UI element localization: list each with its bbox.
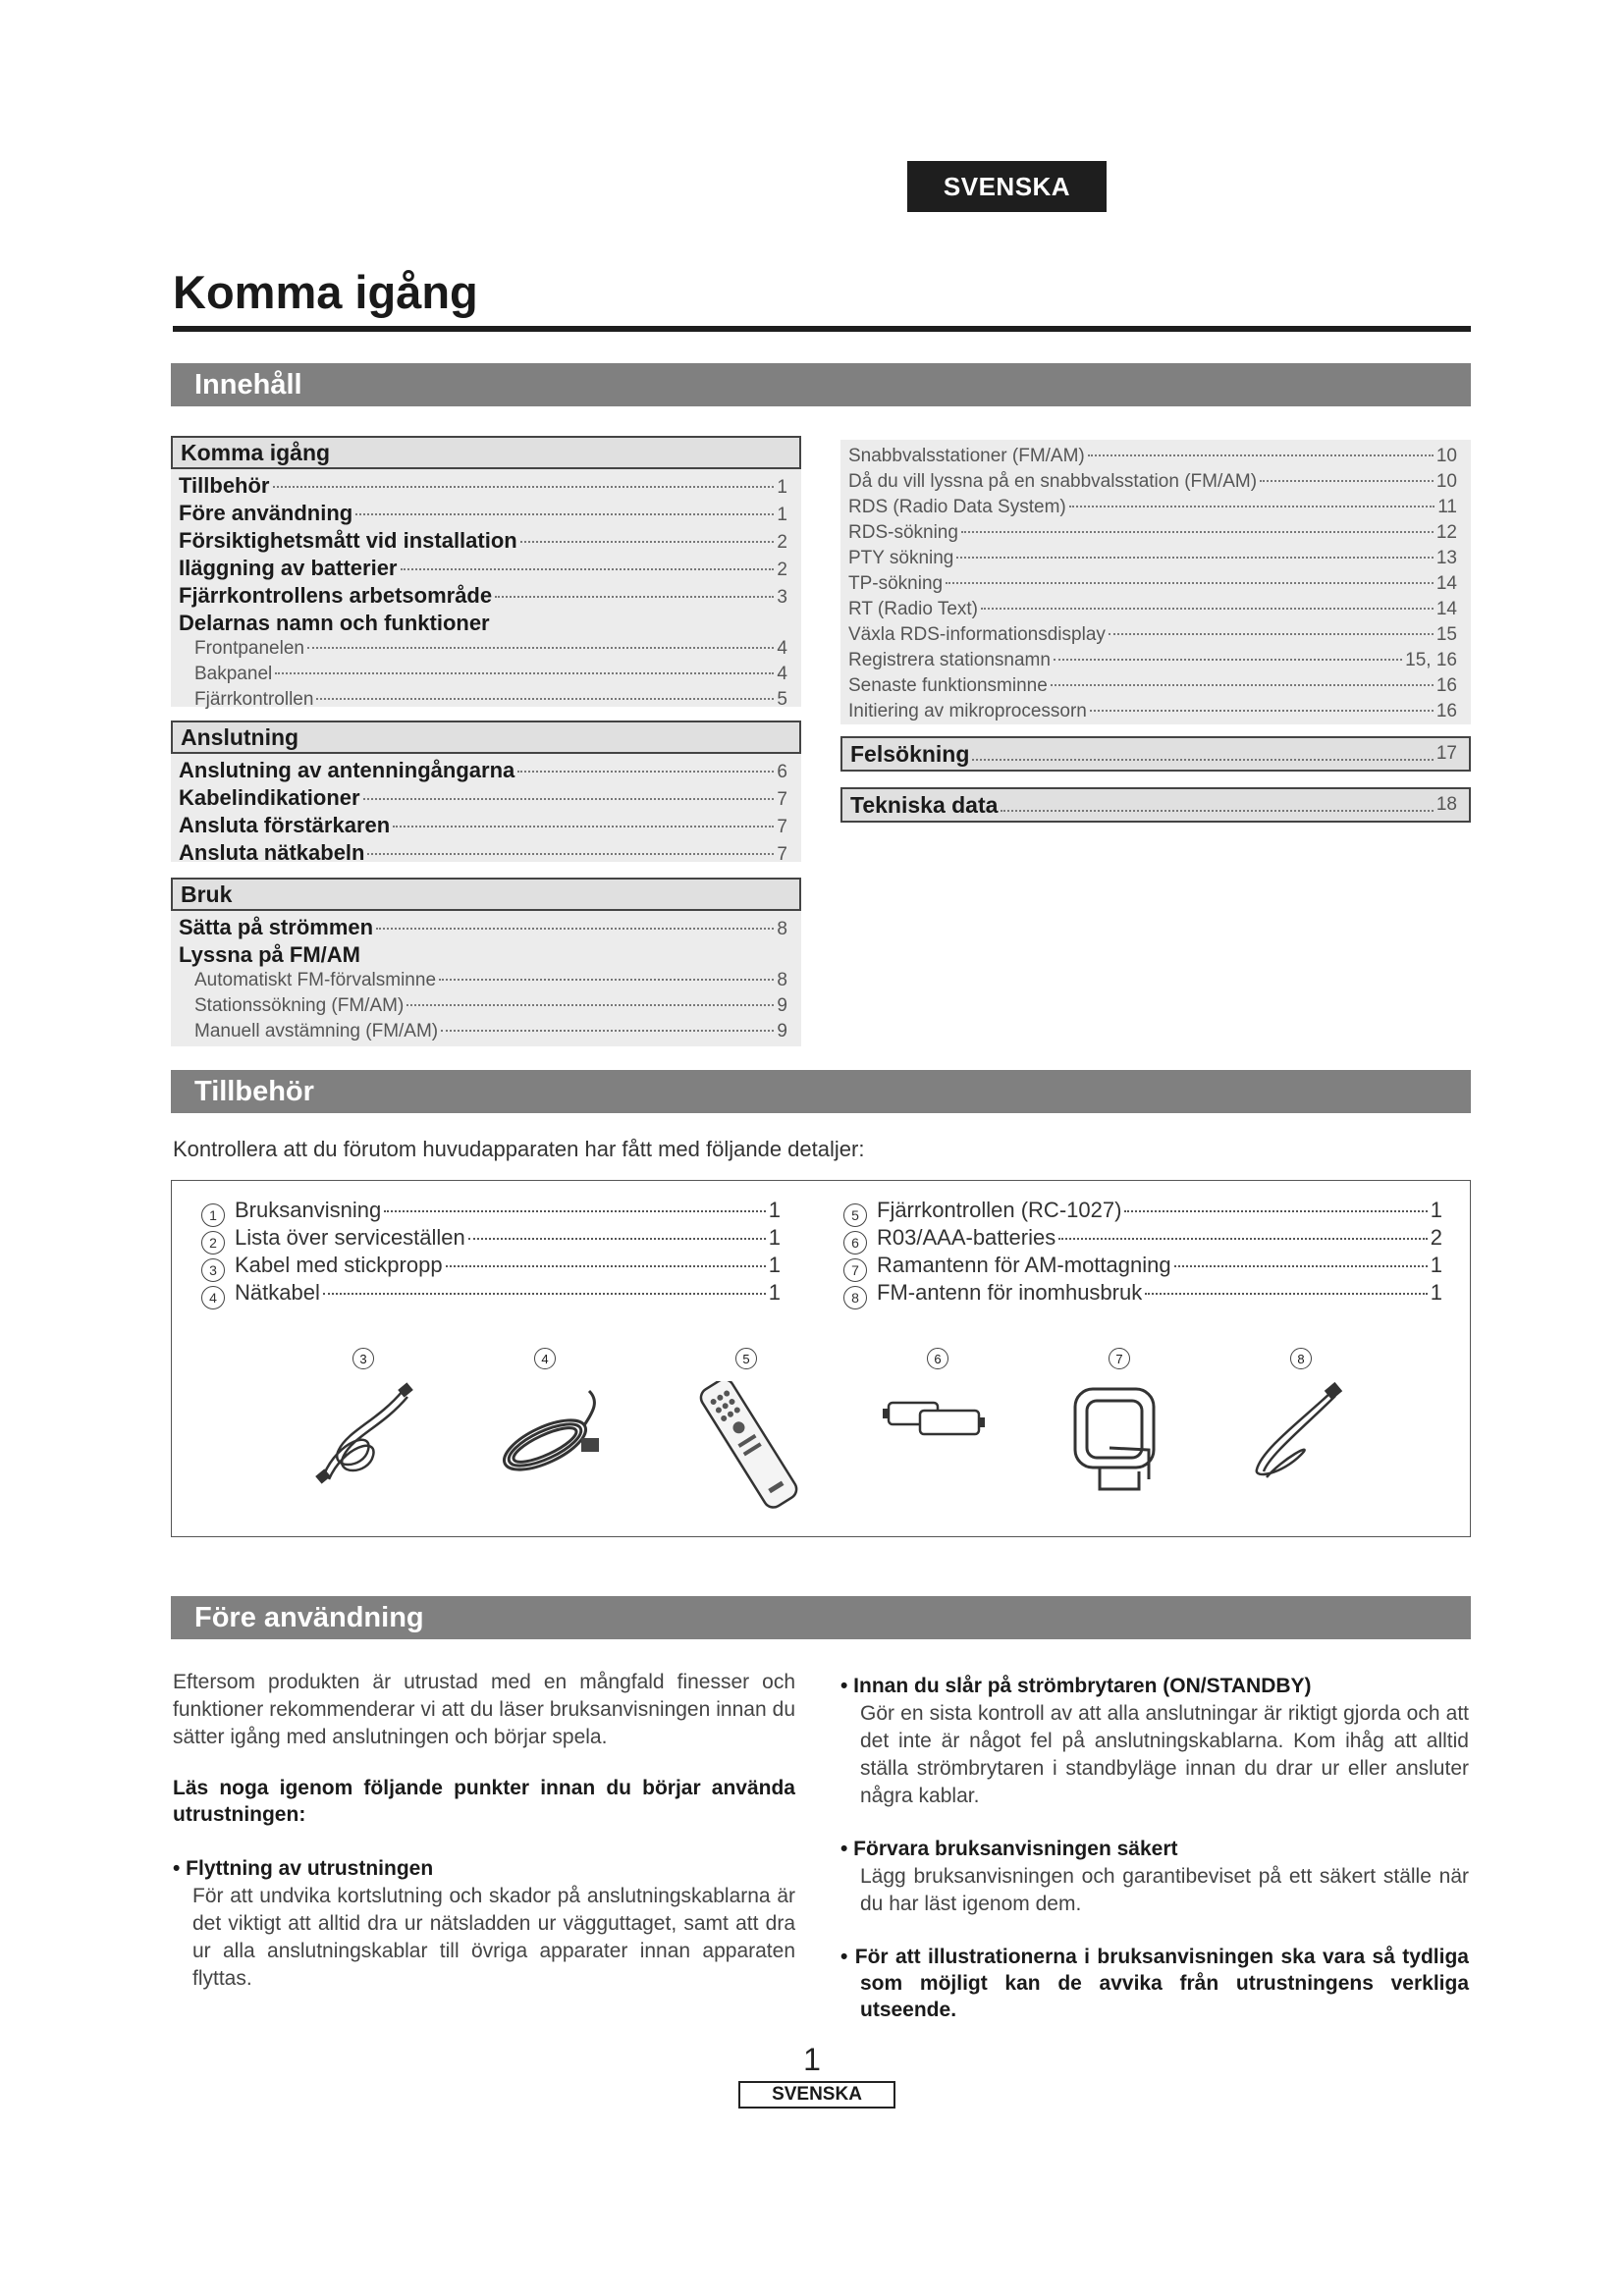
toc-entry[interactable]: PTY sökning 13 [848, 548, 1457, 568]
toc-komma-igang [171, 436, 801, 710]
figure-am-loop-antenna: 7 [1056, 1348, 1183, 1495]
toc-subentry[interactable]: Stationssökning (FM/AM) 9 [194, 995, 787, 1016]
toc-entry[interactable]: Ansluta förstärkaren 7 [179, 813, 787, 837]
figure-power-cord: 4 [491, 1348, 599, 1495]
before-use-left-column [173, 1669, 795, 1993]
section-header-accessories: Tillbehör [171, 1070, 1471, 1113]
fm-antenna-icon [1242, 1381, 1360, 1489]
toc-subentry[interactable]: Frontpanelen 4 [194, 638, 787, 659]
toc-entry[interactable]: Fjärrkontrollens arbetsområde 3 [179, 583, 787, 608]
accessories-list-right [843, 1197, 1442, 1307]
toc-entry[interactable]: Växla RDS-informationsdisplay 15 [848, 624, 1457, 645]
accessory-item: 4 Nätkabel 1 [201, 1279, 781, 1307]
illustrations-note: • För att illustrationerna i bruksanvisningen ska vara så tydliga som möjligt kan de avvika från utrustningens verkliga utseende. [840, 1946, 1469, 2021]
accessory-item: 3 Kabel med stickpropp 1 [201, 1252, 781, 1279]
toc-bruk [171, 878, 801, 1046]
toc-felsokning[interactable]: Felsökning 17 [840, 736, 1471, 772]
toc-entry[interactable]: Anslutning av antenningångarna 6 [179, 758, 787, 782]
moving-heading: • Flyttning av utrustningen [173, 1857, 434, 1880]
accessory-item: 7 Ramantenn för AM-mottagning 1 [843, 1252, 1442, 1279]
toc-entry[interactable]: Före användning 1 [179, 501, 787, 525]
before-use-intro: Eftersom produkten är utrustad med en mångfald finesser och funktioner rekommenderar vi att du läser bruksanvisningen innan du sätter igång med anslutningen och börjar spela. [173, 1671, 795, 1748]
toc-entry[interactable]: Iläggning av batterier 2 [179, 556, 787, 580]
toc-subentry[interactable]: Automatiskt FM-förvalsminne 8 [194, 970, 787, 990]
toc-entry[interactable]: Delarnas namn och funktioner [179, 611, 490, 635]
accessories-list-left [201, 1197, 781, 1307]
loop-antenna-icon [1056, 1381, 1183, 1499]
figure-remote-control: 5 [673, 1348, 820, 1495]
section-header-before-use: Före användning [171, 1596, 1471, 1639]
power-heading: • Innan du slår på strömbrytaren (ON/STANDBY) [840, 1675, 1312, 1697]
manual-text: Lägg bruksanvisningen och garantibeviset på ett säkert ställe när du har läst igenom dem. [860, 1865, 1469, 1915]
toc-entry[interactable]: Lyssna på FM/AM [179, 942, 360, 967]
toc-tekniska-data[interactable]: Tekniska data 18 [840, 787, 1471, 823]
toc-entry[interactable]: Försiktighetsmått vid installation 2 [179, 528, 787, 553]
figure-batteries: 6 [879, 1348, 997, 1495]
toc-entry[interactable]: Registrera stationsnamn 15, 16 [848, 650, 1457, 670]
toc-subentry[interactable]: Fjärrkontrollen 5 [194, 689, 787, 710]
title-rule [173, 326, 1471, 332]
toc-entry[interactable]: Snabbvalsstationer (FM/AM) 10 [848, 446, 1457, 466]
accessory-item: 8 FM-antenn för inomhusbruk 1 [843, 1279, 1442, 1307]
footer-language-label: SVENSKA [738, 2081, 895, 2109]
moving-text: För att undvika kortslutning och skador på anslutningskablarna är det viktigt att alltid dra ur nätsladden ur vägguttaget, samt att dra ur alla anslutningskablar till övriga apparater innan apparaten flyttas. [192, 1885, 795, 1990]
accessory-item: 6 R03/AAA-batteries 2 [843, 1224, 1442, 1252]
accessories-intro: Kontrollera att du förutom huvudapparaten har fått med följande detaljer: [173, 1137, 865, 1161]
accessory-item: 1 Bruksanvisning 1 [201, 1197, 781, 1224]
language-tab: SVENSKA [907, 161, 1107, 212]
toc-entry[interactable]: RDS (Radio Data System) 11 [848, 497, 1457, 517]
toc-entry[interactable]: TP-sökning 14 [848, 573, 1457, 594]
toc-entry[interactable]: Kabelindikationer 7 [179, 785, 787, 810]
toc-subentry[interactable]: Manuell avstämning (FM/AM) 9 [194, 1021, 787, 1041]
toc-entry[interactable]: Initiering av mikroprocessorn 16 [848, 701, 1457, 721]
toc-anslutning [171, 721, 801, 865]
section-header-contents: Innehåll [171, 363, 1471, 406]
figure-cable-with-plug: 3 [309, 1348, 417, 1495]
toc-entry[interactable]: Ansluta nätkabeln 7 [179, 840, 787, 865]
figure-fm-indoor-antenna: 8 [1242, 1348, 1360, 1495]
batteries-icon [879, 1381, 997, 1460]
toc-entry[interactable]: Sätta på strömmen 8 [179, 915, 787, 939]
manual-heading: • Förvara bruksanvisningen säkert [840, 1838, 1178, 1860]
before-use-right-column [840, 1673, 1469, 2023]
toc-subentry[interactable]: Bakpanel 4 [194, 664, 787, 684]
accessory-item: 5 Fjärrkontrollen (RC-1027) 1 [843, 1197, 1442, 1224]
toc-entry[interactable]: Tillbehör 1 [179, 473, 787, 498]
toc-heading: Komma igång [171, 436, 801, 469]
power-cord-icon [491, 1381, 609, 1489]
toc-heading: Bruk [171, 878, 801, 911]
accessory-item: 2 Lista över serviceställen 1 [201, 1224, 781, 1252]
toc-right-list [840, 440, 1471, 724]
toc-entry[interactable]: RT (Radio Text) 14 [848, 599, 1457, 619]
toc-entry[interactable]: Senaste funktionsminne 16 [848, 675, 1457, 696]
page-title: Komma igång [173, 266, 478, 318]
power-text: Gör en sista kontroll av att alla anslutningar är riktigt gjorda och att det inte är något fel på anslutningskablarna. Kom ihåg att alltid ställa strömbrytaren i standbyläge innan du drar ur eller ansluter några kablar. [860, 1702, 1469, 1807]
page-number: 1 [803, 2042, 821, 2077]
read-carefully-note: Läs noga igenom följande punkter innan du börjar använda utrustningen: [173, 1777, 795, 1826]
toc-entry[interactable]: RDS-sökning 12 [848, 522, 1457, 543]
remote-control-icon [673, 1381, 820, 1509]
toc-heading: Anslutning [171, 721, 801, 754]
toc-entry[interactable]: Då du vill lyssna på en snabbvalsstation (FM/AM) 10 [848, 471, 1457, 492]
accessories-box [171, 1180, 1471, 1537]
rca-cable-icon [309, 1381, 417, 1489]
